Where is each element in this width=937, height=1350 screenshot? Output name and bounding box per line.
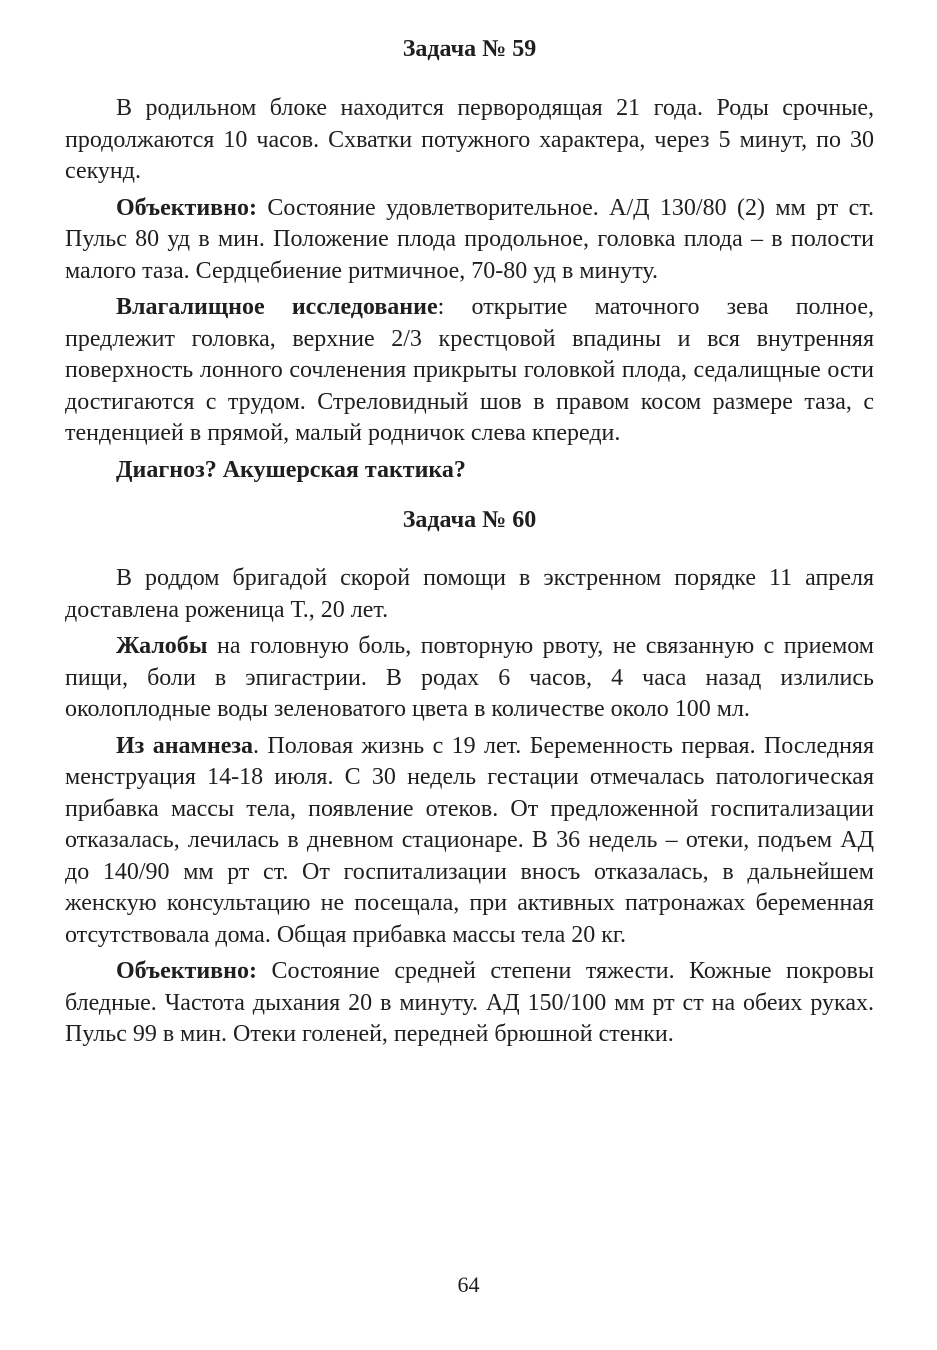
task-60-intro-text: В роддом бригадой скорой помощи в экстренном порядке 11 апреля доставлена роженица Т., 20 лет. [65,565,874,623]
task-59-question [65,455,874,487]
task-60-complaints-label: Жалобы [116,633,208,659]
page-number: 64 [457,1272,480,1297]
task-59-title: Задача № 59 [402,36,537,62]
task-60-objective [65,956,874,1051]
task-59-intro [65,93,874,188]
task-60-anamnesis-text: . Половая жизнь с 19 лет. Беременность первая. Последняя менструация 14-18 июля. С 30 недель гестации отмечалась патологическая прибавка массы тела, появление отеков. От предложенной госпитализации отказалась, лечилась в дневном стационаре. В 36 недель – отеки, подъем АД до 140/90 мм рт ст. От госпитализации вносъ отказалась, в дальнейшем женскую консультацию не посещала, при активных патронажах беременная отсутствовала дома. Общая прибавка массы тела 20 кг. [65,732,874,948]
task-59-vaginal-exam-label: Влагалищное исследование [116,294,438,320]
task-60-intro [65,563,874,626]
task-59-intro-text: В родильном блоке находится первородящая 21 года. Роды срочные, продолжаются 10 часов. Схватки потужного характера, через 5 минут, по 30 секунд. [65,95,874,184]
task-60-anamnesis [65,731,874,952]
task-60-complaints [65,631,874,726]
task-59-objective [65,193,874,288]
task-60-title: Задача № 60 [402,507,537,533]
task-59-objective-text: Состояние удовлетворительное. А/Д 130/80 (2) мм рт ст. Пульс 80 уд в мин. Положение плода продольное, головка плода – в полости малого таза. Сердцебиение ритмичное, 70-80 уд в минуту. [65,194,874,284]
task-59-vaginal-exam-text: : открытие маточного зева полное, предлежит головка, верхние 2/3 крестцовой впадины и вся внутренняя поверхность лонного сочленения прикрыты головкой плода, седалищные ости достигаются с трудом. Стреловидный шов в правом косом размере таза, с тенденцией в прямой, малый родничок слева кпереди. [65,294,875,446]
task-60-anamnesis-label: Из анамнеза [116,732,254,759]
task-59-question-text: Диагноз? Акушерская тактика? [116,456,466,483]
task-59-objective-label: Объективно: [116,194,257,221]
task-59-vaginal-exam [65,292,874,450]
task-60-objective-text: Состояние средней степени тяжести. Кожные покровы бледные. Частота дыхания 20 в минуту. АД 150/100 мм рт ст на обеих руках. Пульс 99 в мин. Отеки голеней, передней брюшной стенки. [65,958,874,1047]
task-60-complaints-text: на головную боль, повторную рвоту, не связанную с приемом пищи, боли в эпигастрии. В родах 6 часов, 4 часа назад излились околоплодные воды зеленоватого цвета в количестве около 100 мл. [65,633,874,722]
task-60-objective-label: Объективно: [116,958,257,984]
